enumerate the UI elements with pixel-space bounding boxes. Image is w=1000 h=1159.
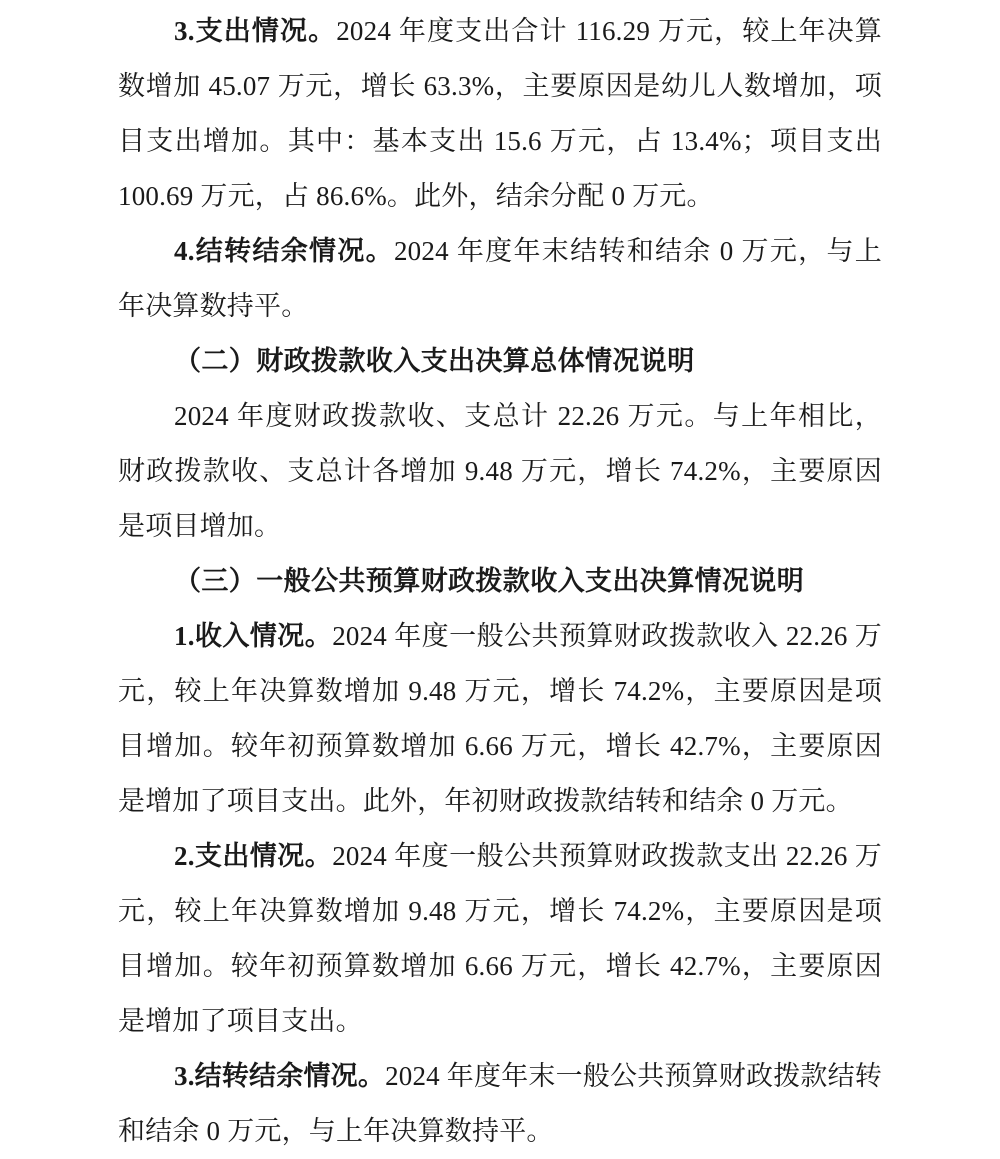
paragraph-carryover	[118, 224, 882, 334]
paragraph-lead-expenditure-2: 2.支出情况。	[174, 841, 333, 871]
paragraph-body-carryover-2: 2024 年度年末一般公共预算财政拨款结转和结余 0 万元，与上年决算数持平。	[118, 1061, 883, 1146]
paragraph-appropriation-total: 2024 年度财政拨款收、支总计 22.26 万元。与上年相比，财政拨款收、支总计各增加 9.48 万元，增长 74.2%，主要原因是项目增加。	[118, 401, 882, 541]
paragraph-body-carryover: 2024 年度年末结转和结余 0 万元，与上年决算数持平。	[118, 236, 882, 321]
section-heading-three: （三）一般公共预算财政拨款收入支出决算情况说明	[174, 566, 805, 596]
paragraph-body-expenditure: 2024 年度支出合计 116.29 万元，较上年决算数增加 45.07 万元，增长 63.3%，主要原因是幼儿人数增加，项目支出增加。其中：基本支出 15.6 万元，占 13.4%；项目支出 100.69 万元，占 86.6%。此外，结余分配 0 万元。	[118, 16, 882, 211]
paragraph-expenditure-2	[118, 829, 882, 1049]
paragraph-expenditure	[118, 4, 882, 224]
paragraph-lead-income: 1.收入情况。	[174, 621, 333, 651]
paragraph-lead-expenditure: 3.支出情况。	[174, 16, 337, 46]
paragraph-lead-carryover-2: 3.结转结余情况。	[174, 1061, 386, 1091]
paragraph-income	[118, 609, 882, 829]
section-heading-two: （二）财政拨款收入支出决算总体情况说明	[174, 346, 695, 376]
paragraph-body-income: 2024 年度一般公共预算财政拨款收入 22.26 万元，较上年决算数增加 9.48 万元，增长 74.2%，主要原因是项目增加。较年初预算数增加 6.66 万元，增长 42.7%，主要原因是增加了项目支出。此外，年初财政拨款结转和结余 0 万元。	[118, 621, 882, 816]
paragraph-body-expenditure-2: 2024 年度一般公共预算财政拨款支出 22.26 万元，较上年决算数增加 9.48 万元，增长 74.2%，主要原因是项目增加。较年初预算数增加 6.66 万元，增长 42.7%，主要原因是增加了项目支出。	[118, 841, 882, 1036]
paragraph-lead-carryover: 4.结转结余情况。	[174, 236, 394, 266]
paragraph-carryover-2	[118, 1049, 882, 1159]
